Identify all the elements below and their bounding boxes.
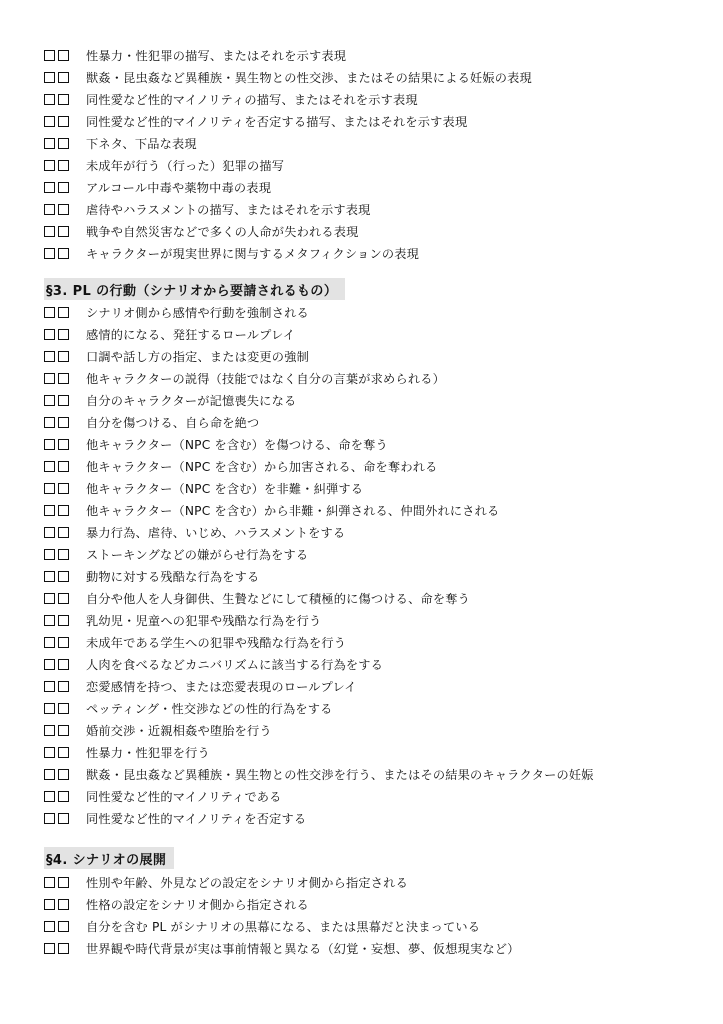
checkbox-pair bbox=[44, 505, 84, 516]
checklist-item bbox=[44, 242, 704, 264]
checkbox-yes[interactable] bbox=[44, 527, 55, 538]
checklist-item-label: 同性愛など性的マイノリティを否定する bbox=[86, 811, 307, 826]
checklist-item-label: シナリオ側から感情や行動を強制される bbox=[86, 305, 309, 320]
checkbox-no[interactable] bbox=[58, 747, 69, 758]
checkbox-no[interactable] bbox=[58, 373, 69, 384]
checkbox-no[interactable] bbox=[58, 571, 69, 582]
checkbox-no[interactable] bbox=[58, 307, 69, 318]
checkbox-pair bbox=[44, 204, 84, 215]
checkbox-no[interactable] bbox=[58, 483, 69, 494]
checklist-item-label: 人肉を食べるなどカニバリズムに該当する行為をする bbox=[86, 657, 384, 672]
checkbox-no[interactable] bbox=[58, 549, 69, 560]
checkbox-pair bbox=[44, 769, 84, 780]
checklist-item-label: キャラクターが現実世界に関与するメタフィクションの表現 bbox=[86, 246, 419, 261]
checkbox-no[interactable] bbox=[58, 461, 69, 472]
checkbox-pair bbox=[44, 703, 84, 714]
checklist-item bbox=[44, 675, 704, 697]
checklist-item bbox=[44, 132, 704, 154]
checkbox-pair bbox=[44, 226, 84, 237]
checklist-item bbox=[44, 389, 704, 411]
checkbox-yes[interactable] bbox=[44, 395, 55, 406]
checklist-item-label: 戦争や自然災害などで多くの人命が失われる表現 bbox=[86, 224, 359, 239]
checklist-item bbox=[44, 44, 704, 66]
checklist-item bbox=[44, 198, 704, 220]
checkbox-yes[interactable] bbox=[44, 417, 55, 428]
checklist-item-label: 乳幼児・児童への犯罪や残酷な行為を行う bbox=[86, 613, 322, 628]
checkbox-no[interactable] bbox=[58, 138, 69, 149]
checkbox-no[interactable] bbox=[58, 226, 69, 237]
checkbox-yes[interactable] bbox=[44, 791, 55, 802]
checkbox-no[interactable] bbox=[58, 527, 69, 538]
checkbox-no[interactable] bbox=[58, 351, 69, 362]
checkbox-pair bbox=[44, 659, 84, 670]
checklist-item bbox=[44, 719, 704, 741]
checklist-item bbox=[44, 807, 704, 829]
checklist-item-label: 他キャラクター（NPC を含む）を非難・糾弾する bbox=[86, 481, 364, 496]
checkbox-pair bbox=[44, 637, 84, 648]
checkbox-pair bbox=[44, 72, 84, 83]
checkbox-pair bbox=[44, 791, 84, 802]
checkbox-pair bbox=[44, 483, 84, 494]
checklist-item-label: 性暴力・性犯罪の描写、またはそれを示す表現 bbox=[86, 48, 347, 63]
checkbox-pair bbox=[44, 248, 84, 259]
checklist-item bbox=[44, 631, 704, 653]
checkbox-no[interactable] bbox=[58, 681, 69, 692]
checkbox-yes[interactable] bbox=[44, 329, 55, 340]
checkbox-yes[interactable] bbox=[44, 615, 55, 626]
checkbox-yes[interactable] bbox=[44, 72, 55, 83]
checklist-item bbox=[44, 871, 704, 893]
checkbox-pair bbox=[44, 877, 84, 888]
checklist-item bbox=[44, 477, 704, 499]
checkbox-pair bbox=[44, 549, 84, 560]
checklist-item bbox=[44, 785, 704, 807]
checkbox-pair bbox=[44, 725, 84, 736]
checkbox-yes[interactable] bbox=[44, 116, 55, 127]
checklist-item bbox=[44, 653, 704, 675]
checklist-item bbox=[44, 301, 704, 323]
checklist-item-label: 自分や他人を人身御供、生贄などにして積極的に傷つける、命を奪う bbox=[86, 591, 471, 606]
checklist-item bbox=[44, 323, 704, 345]
checkbox-yes[interactable] bbox=[44, 373, 55, 384]
checklist-item bbox=[44, 697, 704, 719]
checklist-item-label: 婚前交渉・近親相姦や堕胎を行う bbox=[86, 723, 272, 738]
checklist-item-label: 性別や年齢、外見などの設定をシナリオ側から指定される bbox=[86, 875, 408, 890]
checkbox-pair bbox=[44, 94, 84, 105]
checklist-item bbox=[44, 741, 704, 763]
checkbox-no[interactable] bbox=[58, 791, 69, 802]
checklist-item-label: ストーキングなどの嫌がらせ行為をする bbox=[86, 547, 309, 562]
checkbox-yes[interactable] bbox=[44, 725, 55, 736]
checklist-item-label: 他キャラクター（NPC を含む）から非難・糾弾される、仲間外れにされる bbox=[86, 503, 500, 518]
checklist-item-label: 自分を傷つける、自ら命を絶つ bbox=[86, 415, 260, 430]
checklist-item-label: 下ネタ、下品な表現 bbox=[86, 136, 197, 151]
checkbox-no[interactable] bbox=[58, 593, 69, 604]
checkbox-yes[interactable] bbox=[44, 138, 55, 149]
checkbox-yes[interactable] bbox=[44, 248, 55, 259]
checkbox-no[interactable] bbox=[58, 160, 69, 171]
checkbox-yes[interactable] bbox=[44, 877, 55, 888]
checklist-item-label: 他キャラクターの説得（技能ではなく自分の言葉が求められる） bbox=[86, 371, 445, 386]
checklist-item-label: 同性愛など性的マイノリティを否定する描写、またはそれを示す表現 bbox=[86, 114, 468, 129]
checkbox-pair bbox=[44, 116, 84, 127]
checkbox-pair bbox=[44, 329, 84, 340]
checklist-item bbox=[44, 915, 704, 937]
checklist-item-label: アルコール中毒や薬物中毒の表現 bbox=[86, 180, 272, 195]
checkbox-yes[interactable] bbox=[44, 204, 55, 215]
checklist-item bbox=[44, 433, 704, 455]
checklist-item bbox=[44, 176, 704, 198]
checkbox-yes[interactable] bbox=[44, 439, 55, 450]
checklist-item-label: 口調や話し方の指定、または変更の強制 bbox=[86, 349, 309, 364]
checkbox-yes[interactable] bbox=[44, 899, 55, 910]
checkbox-pair bbox=[44, 527, 84, 538]
checklist-item bbox=[44, 220, 704, 242]
checkbox-no[interactable] bbox=[58, 725, 69, 736]
checkbox-pair bbox=[44, 439, 84, 450]
checkbox-yes[interactable] bbox=[44, 94, 55, 105]
checklist-item-label: 未成年が行う（行った）犯罪の描写 bbox=[86, 158, 285, 173]
checkbox-yes[interactable] bbox=[44, 813, 55, 824]
section-3-heading: §3. PL の行動（シナリオから要請されるもの） bbox=[44, 278, 345, 300]
checkbox-yes[interactable] bbox=[44, 483, 55, 494]
checkbox-pair bbox=[44, 417, 84, 428]
checkbox-pair bbox=[44, 395, 84, 406]
checkbox-no[interactable] bbox=[58, 899, 69, 910]
checklist-item-label: 未成年である学生への犯罪や残酷な行為を行う bbox=[86, 635, 347, 650]
checklist-item bbox=[44, 587, 704, 609]
checklist-item-label: 他キャラクター（NPC を含む）から加害される、命を奪われる bbox=[86, 459, 438, 474]
checkbox-yes[interactable] bbox=[44, 747, 55, 758]
checkbox-pair bbox=[44, 50, 84, 61]
checklist-item-label: 世界観や時代背景が実は事前情報と異なる（幻覚・妄想、夢、仮想現実など） bbox=[86, 941, 520, 956]
checkbox-pair bbox=[44, 373, 84, 384]
checkbox-no[interactable] bbox=[58, 329, 69, 340]
checklist-item bbox=[44, 937, 704, 959]
checkbox-pair bbox=[44, 160, 84, 171]
checklist-item-label: 自分のキャラクターが記憶喪失になる bbox=[86, 393, 297, 408]
checkbox-pair bbox=[44, 899, 84, 910]
checkbox-no[interactable] bbox=[58, 417, 69, 428]
checklist-item-label: 自分を含む PL がシナリオの黒幕になる、または黒幕だと決まっている bbox=[86, 919, 481, 934]
checkbox-pair bbox=[44, 571, 84, 582]
checkbox-pair bbox=[44, 461, 84, 472]
checklist-item bbox=[44, 411, 704, 433]
checkbox-yes[interactable] bbox=[44, 505, 55, 516]
section-4-heading: §4. シナリオの展開 bbox=[44, 847, 174, 869]
checkbox-no[interactable] bbox=[58, 703, 69, 714]
checkbox-yes[interactable] bbox=[44, 659, 55, 670]
checkbox-no[interactable] bbox=[58, 813, 69, 824]
checkbox-no[interactable] bbox=[58, 182, 69, 193]
checkbox-pair bbox=[44, 615, 84, 626]
checkbox-pair bbox=[44, 681, 84, 692]
checkbox-yes[interactable] bbox=[44, 637, 55, 648]
checkbox-yes[interactable] bbox=[44, 307, 55, 318]
checkbox-pair bbox=[44, 747, 84, 758]
checkbox-no[interactable] bbox=[58, 921, 69, 932]
checklist-item bbox=[44, 88, 704, 110]
checkbox-yes[interactable] bbox=[44, 50, 55, 61]
checkbox-pair bbox=[44, 138, 84, 149]
checkbox-yes[interactable] bbox=[44, 351, 55, 362]
checkbox-yes[interactable] bbox=[44, 160, 55, 171]
checkbox-yes[interactable] bbox=[44, 593, 55, 604]
checkbox-no[interactable] bbox=[58, 439, 69, 450]
checklist-item bbox=[44, 345, 704, 367]
checkbox-yes[interactable] bbox=[44, 681, 55, 692]
checkbox-pair bbox=[44, 351, 84, 362]
checklist-item bbox=[44, 543, 704, 565]
checklist-item-label: 同性愛など性的マイノリティの描写、またはそれを示す表現 bbox=[86, 92, 418, 107]
checklist-item bbox=[44, 110, 704, 132]
checklist-item-label: 恋愛感情を持つ、または恋愛表現のロールプレイ bbox=[86, 679, 357, 694]
checkbox-yes[interactable] bbox=[44, 182, 55, 193]
checkbox-no[interactable] bbox=[58, 204, 69, 215]
checkbox-pair bbox=[44, 813, 84, 824]
checklist-item-label: 同性愛など性的マイノリティである bbox=[86, 789, 282, 804]
checklist-item bbox=[44, 763, 704, 785]
checkbox-yes[interactable] bbox=[44, 943, 55, 954]
checklist-item bbox=[44, 499, 704, 521]
checkbox-pair bbox=[44, 943, 84, 954]
checklist-item-label: 性暴力・性犯罪を行う bbox=[86, 745, 210, 760]
checkbox-yes[interactable] bbox=[44, 549, 55, 560]
checklist-item bbox=[44, 66, 704, 88]
checkbox-pair bbox=[44, 593, 84, 604]
checklist-item bbox=[44, 893, 704, 915]
checklist-item-label: 暴力行為、虐待、いじめ、ハラスメントをする bbox=[86, 525, 346, 540]
checklist-item bbox=[44, 367, 704, 389]
checklist-item-label: 他キャラクター（NPC を含む）を傷つける、命を奪う bbox=[86, 437, 388, 452]
checklist-item-label: 獣姦・昆虫姦など異種族・異生物との性交渉を行う、またはその結果のキャラクターの妊娠 bbox=[86, 767, 594, 782]
checklist-item bbox=[44, 154, 704, 176]
checkbox-pair bbox=[44, 921, 84, 932]
checkbox-no[interactable] bbox=[58, 395, 69, 406]
checkbox-no[interactable] bbox=[58, 877, 69, 888]
checkbox-no[interactable] bbox=[58, 659, 69, 670]
checkbox-yes[interactable] bbox=[44, 769, 55, 780]
checkbox-no[interactable] bbox=[58, 637, 69, 648]
checkbox-yes[interactable] bbox=[44, 703, 55, 714]
checkbox-no[interactable] bbox=[58, 505, 69, 516]
checkbox-pair bbox=[44, 182, 84, 193]
checklist-item bbox=[44, 455, 704, 477]
checkbox-no[interactable] bbox=[58, 248, 69, 259]
checkbox-no[interactable] bbox=[58, 50, 69, 61]
checklist-item-label: 感情的になる、発狂するロールプレイ bbox=[86, 327, 296, 342]
checkbox-no[interactable] bbox=[58, 116, 69, 127]
checklist-item-label: 性格の設定をシナリオ側から指定される bbox=[86, 897, 309, 912]
checklist-item-label: 虐待やハラスメントの描写、またはそれを示す表現 bbox=[86, 202, 371, 217]
checkbox-no[interactable] bbox=[58, 769, 69, 780]
checklist-item-label: 動物に対する残酷な行為をする bbox=[86, 569, 260, 584]
checkbox-no[interactable] bbox=[58, 615, 69, 626]
checklist-item-label: ペッティング・性交渉などの性的行為をする bbox=[86, 701, 333, 716]
checkbox-yes[interactable] bbox=[44, 226, 55, 237]
checkbox-pair bbox=[44, 307, 84, 318]
checkbox-yes[interactable] bbox=[44, 461, 55, 472]
checklist-item bbox=[44, 521, 704, 543]
checklist-item bbox=[44, 609, 704, 631]
checklist-item-label: 獣姦・昆虫姦など異種族・異生物との性交渉、またはその結果による妊娠の表現 bbox=[86, 70, 532, 85]
checkbox-yes[interactable] bbox=[44, 571, 55, 582]
checkbox-no[interactable] bbox=[58, 72, 69, 83]
checklist-item bbox=[44, 565, 704, 587]
checkbox-no[interactable] bbox=[58, 94, 69, 105]
checkbox-no[interactable] bbox=[58, 943, 69, 954]
checkbox-yes[interactable] bbox=[44, 921, 55, 932]
